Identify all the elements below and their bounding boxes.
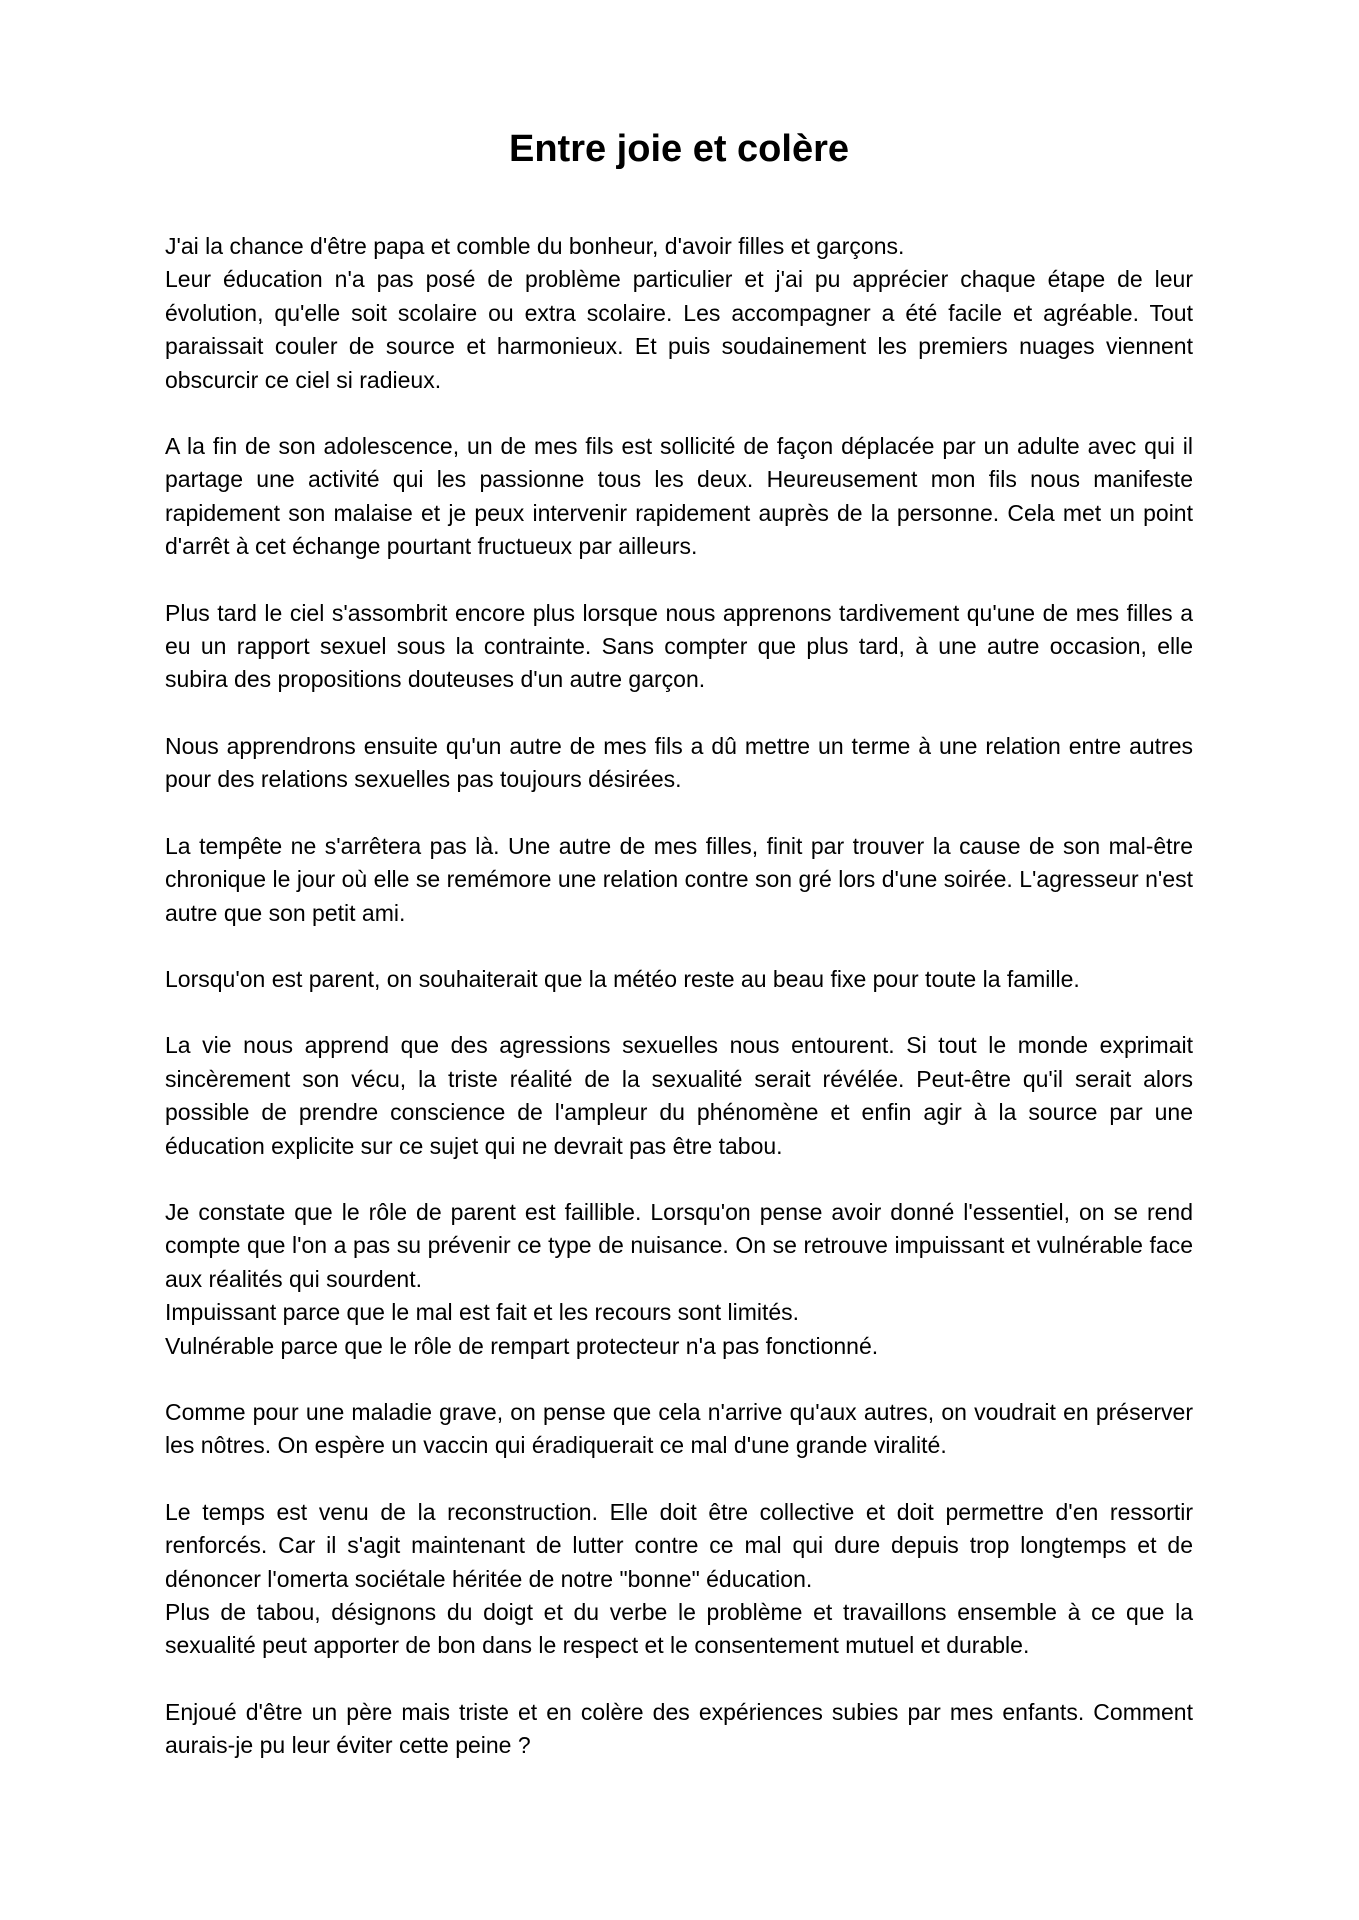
paragraph-9: Comme pour une maladie grave, on pense que cela n'arrive qu'aux autres, on voudrait en préserver les nôtres. On espère un vaccin qui éradiquerait ce mal d'une grande viralité. bbox=[165, 1398, 1193, 1459]
document-title: Entre joie et colère bbox=[508, 128, 849, 170]
paragraph-2: A la fin de son adolescence, un de mes fils est sollicité de façon déplacée par un adulte avec qui il partage une activité qui les passionne tous les deux. Heureusement mon fils nous manifeste rapidement son malaise et je peux intervenir rapidement auprès de la personne. Cela met un point d'arrêt à cet échange pourtant fructueux par ailleurs. bbox=[165, 433, 1193, 560]
paragraph-1: J'ai la chance d'être papa et comble du bonheur, d'avoir filles et garçons. Leur éducation n'a pas posé de problème particulier et j'ai pu apprécier chaque étape de leur évolution, qu'elle soit scolaire ou extra scolaire. Les accompagner a été facile et agréable. Tout paraissait couler de source et harmonieux. Et puis soudainement les premiers nuages viennent obscurcir ce ciel si radieux. bbox=[165, 233, 1193, 393]
paragraph-4: Nous apprendrons ensuite qu'un autre de mes fils a dû mettre un terme à une relation entre autres pour des relations sexuelles pas toujours désirées. bbox=[165, 732, 1193, 793]
paragraph-6: Lorsqu'on est parent, on souhaiterait que la météo reste au beau fixe pour toute la famille. bbox=[165, 965, 1080, 992]
document-body bbox=[165, 230, 1193, 1763]
paragraph-5: La tempête ne s'arrêtera pas là. Une autre de mes filles, finit par trouver la cause de son mal-être chronique le jour où elle se remémore une relation contre son gré lors d'une soirée. L'agresseur n'est autre que son petit ami. bbox=[165, 832, 1193, 926]
paragraph-10: Le temps est venu de la reconstruction. Elle doit être collective et doit permettre d'en ressortir renforcés. Car il s'agit maintenant de lutter contre ce mal qui dure depuis trop longtemps et de dénoncer l'omerta sociétale héritée de notre "bonne" éducation. Plus de tabou, désignons du doigt et du verbe le problème et travaillons ensemble à ce que la sexualité peut apporter de bon dans le respect et le consentement mutuel et durable. bbox=[165, 1498, 1193, 1659]
paragraph-3: Plus tard le ciel s'assombrit encore plus lorsque nous apprenons tardivement qu'une de mes filles a eu un rapport sexuel sous la contrainte. Sans compter que plus tard, à une autre occasion, elle subira des propositions douteuses d'un autre garçon. bbox=[165, 599, 1193, 693]
paragraph-11: Enjoué d'être un père mais triste et en colère des expériences subies par mes enfants. Comment aurais-je pu leur éviter cette peine ? bbox=[165, 1698, 1193, 1759]
paragraph-8: Je constate que le rôle de parent est faillible. Lorsqu'on pense avoir donné l'essentiel, on se rend compte que l'on a pas su prévenir ce type de nuisance. On se retrouve impuissant et vulnérable face aux réalités qui sourdent. Impuissant parce que le mal est fait et les recours sont limités. Vulnérable parce que le rôle de rempart protecteur n'a pas fonctionné. bbox=[165, 1198, 1193, 1359]
paragraph-7: La vie nous apprend que des agressions sexuelles nous entourent. Si tout le monde exprimait sincèrement son vécu, la triste réalité de la sexualité serait révélée. Peut-être qu'il serait alors possible de prendre conscience de l'ampleur du phénomène et enfin agir à la source par une éducation explicite sur ce sujet qui ne devrait pas être tabou. bbox=[165, 1032, 1193, 1159]
